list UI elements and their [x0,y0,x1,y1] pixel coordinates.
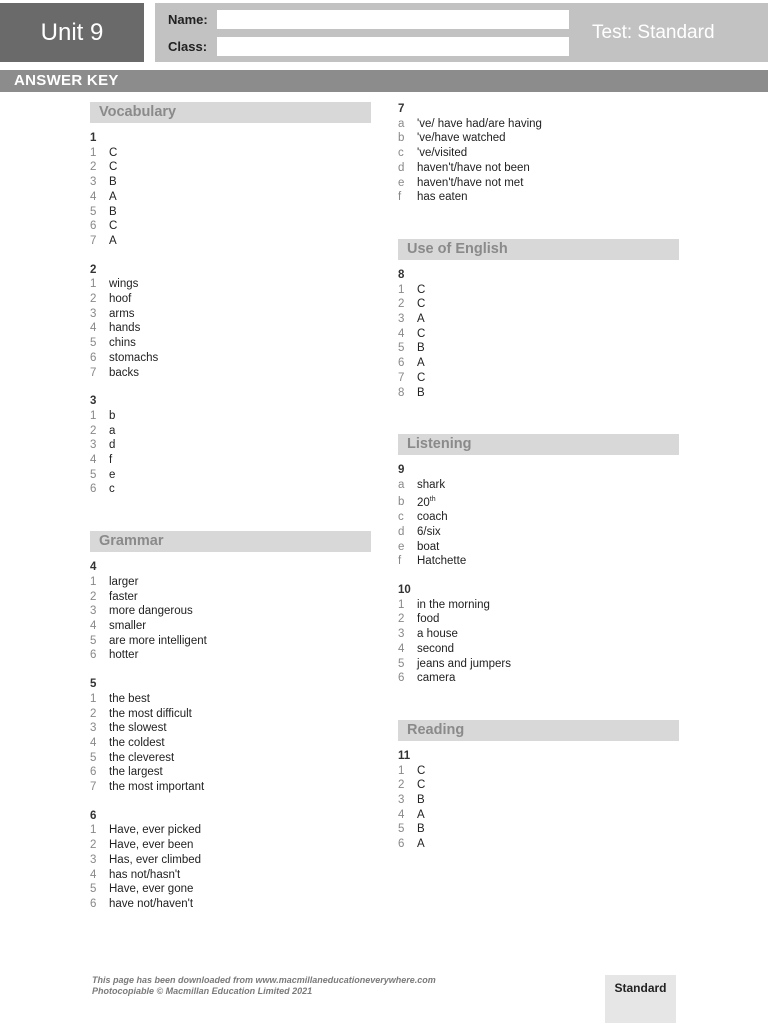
answer-item-number: 1 [90,575,97,588]
answer-item-number: 5 [90,337,97,350]
answer-item [398,612,679,627]
answer-item-number: 1 [90,278,97,291]
answer-item [90,234,371,249]
answer-item-number: 4 [90,736,97,749]
answer-item [398,371,679,386]
answer-item-value: Have, ever gone [109,883,194,896]
answer-item [398,117,679,132]
answer-item-number: c [398,511,404,524]
answer-item-number: 6 [90,483,97,496]
answer-item-value: C [109,161,118,174]
answer-item-value: Have, ever picked [109,824,202,837]
answer-item-value: f [109,454,113,467]
answer-item-value: 20 [417,496,430,509]
answer-item [398,540,679,555]
name-label: Name: [168,12,208,27]
answer-item-value: 've/visited [417,147,468,160]
answer-item-value: b [109,409,116,422]
answer-item-value: wings [109,278,139,291]
section-use-of-english: Use of English [398,239,679,260]
answer-item-value: c [109,483,115,496]
answer-item-value: A [417,313,425,326]
answer-item [90,765,371,780]
answer-item-value: haven't/have not been [417,161,530,174]
answer-item-number: e [398,176,405,189]
answer-item-number: 4 [90,190,97,203]
answer-item-number: a [398,478,405,491]
answer-item-number: 6 [90,897,97,910]
answer-item-value: has eaten [417,191,468,204]
left-column [90,102,371,926]
answer-item-number: 5 [90,205,97,218]
section-reading: Reading [398,720,679,741]
answer-item-number: 3 [90,605,97,618]
answer-item-number: 5 [90,468,97,481]
answer-item-number: 3 [398,628,405,641]
answer-item [90,424,371,439]
answer-item [398,131,679,146]
answer-item-value: C [417,371,426,384]
answer-item [398,176,679,191]
answer-item [90,160,371,175]
answer-item [90,277,371,292]
answer-item-number: 5 [398,657,405,670]
answer-item [398,312,679,327]
answer-item-value: B [109,205,117,218]
answer-item-number: 3 [90,439,97,452]
answer-item [90,292,371,307]
answer-item-value: the largest [109,766,163,779]
answer-item [90,721,371,736]
answer-item-number: 4 [398,327,405,340]
test-title: Test: Standard [592,22,715,43]
answer-item-number: 4 [398,642,405,655]
answer-item [398,190,679,205]
answer-item-value: 've/ have had/are having [417,117,542,130]
answer-item [90,351,371,366]
answer-item-value: C [417,283,426,296]
answer-item-number: 1 [398,283,405,296]
answer-item-number: 4 [398,808,405,821]
answer-item [90,190,371,205]
answer-item [398,793,679,808]
answer-item [398,642,679,657]
answer-item-value: have not/haven't [109,897,194,910]
answer-item-value: e [109,468,116,481]
answer-item [398,764,679,779]
answer-item-value: A [109,234,117,247]
answer-item-number: f [398,191,402,204]
answer-item [398,598,679,613]
answer-item-number: 3 [90,722,97,735]
answer-item [90,619,371,634]
answer-item-number: 2 [90,590,97,603]
answer-item [90,707,371,722]
answer-item-value: second [417,642,455,655]
answer-item-number: 5 [398,342,405,355]
answer-item-number: e [398,540,405,553]
answer-item [90,604,371,619]
answer-item [398,671,679,686]
exercise-4 [90,560,371,663]
answer-item [398,356,679,371]
answer-item-number: 2 [90,707,97,720]
answer-item-value: 've/have watched [417,132,506,145]
answer-item-value: jeans and jumpers [417,657,511,670]
answer-item [398,510,679,525]
answer-item [90,751,371,766]
answer-item-number: b [398,132,405,145]
ordinal-suffix: th [429,495,436,503]
answer-item-value: larger [109,575,139,588]
answer-item [398,478,679,493]
answer-item-number: 4 [90,454,97,467]
section-grammar: Grammar [90,531,371,552]
answer-item [90,853,371,868]
answer-item-number: 6 [90,220,97,233]
answer-item-number: 3 [90,307,97,320]
answer-item [398,657,679,672]
answer-item-value: has not/hasn't [109,868,181,881]
answer-item [90,409,371,424]
footer-download-note: This page has been downloaded from www.macmillaneducationeverywhere.com [92,975,436,985]
answer-item-value: shark [417,478,446,491]
exercise-number: 2 [90,263,97,276]
answer-item [398,161,679,176]
answer-item [398,778,679,793]
answer-item-value: arms [109,307,135,320]
exercise-number: 4 [90,561,97,574]
exercise-number: 10 [398,584,411,596]
answer-item-number: 7 [398,371,405,384]
answer-item-number: f [398,555,402,568]
answer-item-value: a [109,424,116,437]
answer-item-value: C [417,298,426,311]
answer-item-number: 3 [398,794,405,807]
answer-item [90,575,371,590]
exercise-number: 5 [90,678,97,691]
answer-item-value: stomachs [109,351,159,364]
answer-item-value: camera [417,672,456,685]
answer-item-value: B [417,823,425,836]
exercise-11 [398,749,679,852]
answer-item-number: 8 [398,386,405,399]
answer-key-bar: ANSWER KEY [0,70,768,92]
answer-item-value: in the morning [417,598,490,611]
answer-item-value: A [417,838,425,851]
answer-item-value: the most important [109,781,205,794]
answer-item-number: 6 [398,672,405,685]
answer-item-number: 6 [90,351,97,364]
answer-item-number: b [398,496,405,509]
answer-item-number: 3 [398,313,405,326]
answer-item-value: a house [417,628,458,641]
answer-item-value: C [109,146,118,159]
answer-item [90,219,371,234]
answer-item-value: Has, ever climbed [109,853,202,866]
answer-item-number: 7 [90,366,97,379]
exercise-number: 7 [398,103,405,115]
exercise-8 [398,268,679,400]
exercise-5 [90,677,371,795]
answer-item [90,882,371,897]
answer-item-value: B [417,386,425,399]
answer-item-number: 6 [398,357,405,370]
answer-item-number: 1 [398,598,405,611]
exercise-number: 11 [398,749,411,762]
answer-item [398,808,679,823]
name-field[interactable] [217,10,569,29]
class-field[interactable] [217,37,569,56]
answer-item-value: d [109,439,116,452]
answer-item [90,366,371,381]
answer-item-value: C [417,327,426,340]
answer-item [90,897,371,912]
answer-item-value: smaller [109,619,147,632]
answer-item [90,453,371,468]
answer-item-value: haven't/have not met [417,176,524,189]
answer-item-value: A [417,357,425,370]
answer-item-value: the most difficult [109,707,192,720]
answer-item-number: d [398,161,405,174]
answer-item [90,205,371,220]
class-label: Class: [168,39,208,54]
answer-item-number: 5 [398,823,405,836]
exercise-3 [90,394,371,497]
answer-item-number: 7 [90,781,97,794]
exercise-10 [398,583,679,686]
answer-item-number: 6 [90,766,97,779]
answer-item-number: c [398,147,404,160]
answer-item-value: the best [109,692,150,705]
answer-item-number: 7 [90,234,97,247]
answer-item-number: 2 [398,779,405,792]
answer-item-number: 2 [90,424,97,437]
answer-item-value: are more intelligent [109,634,207,647]
answer-item [90,648,371,663]
answer-item [398,297,679,312]
answer-item [90,590,371,605]
level-badge: Standard [605,975,676,1023]
answer-item-number: 6 [90,649,97,662]
answer-item-value: C [109,220,118,233]
answer-item-number: 6 [398,838,405,851]
answer-item [90,438,371,453]
answer-item-number: 2 [90,161,97,174]
answer-item-value: hoof [109,293,132,306]
answer-item-value: the cleverest [109,751,175,764]
answer-item-number: 2 [90,839,97,852]
answer-item-value: hands [109,322,141,335]
answer-item [90,736,371,751]
answer-item-number: 4 [90,322,97,335]
answer-item-value: B [417,342,425,355]
answer-item [398,493,679,511]
answer-item-number: 2 [398,298,405,311]
exercise-2 [90,263,371,381]
answer-item-value: chins [109,337,136,350]
exercise-1 [90,131,371,249]
footer-credit [92,975,436,997]
exercise-6 [90,809,371,912]
answer-item-number: 4 [90,619,97,632]
answer-item-value: 6/six [417,525,441,538]
answer-item-number: 1 [90,824,97,837]
answer-item [90,692,371,707]
answer-item-value: C [417,764,426,777]
answer-item-number: d [398,525,405,538]
answer-item-value: more dangerous [109,605,193,618]
answer-item-number: 5 [90,634,97,647]
answer-item [90,482,371,497]
exercise-7 [398,102,679,205]
unit-title: Unit 9 [0,3,144,62]
exercise-number: 8 [398,268,405,281]
answer-item [398,822,679,837]
answer-item-number: 5 [90,883,97,896]
answer-item-value: B [109,176,117,189]
answer-item-value: coach [417,511,448,524]
answer-item-value: the coldest [109,736,165,749]
answer-item-value: backs [109,366,140,379]
answer-item [90,868,371,883]
answer-item-value: C [417,779,426,792]
answer-item-value: boat [417,540,440,553]
answer-item-number: 3 [90,176,97,189]
answer-item [90,146,371,161]
answer-item [90,468,371,483]
footer-copyright: Photocopiable © Macmillan Education Limited 2021 [92,986,313,996]
answer-item-number: 1 [398,764,405,777]
answer-item [90,823,371,838]
answer-item [398,386,679,401]
answer-item-number: a [398,117,405,130]
section-listening: Listening [398,434,679,455]
answer-item [90,634,371,649]
answer-item-number: 4 [90,868,97,881]
answer-item [398,327,679,342]
header-band [155,3,768,62]
answer-item-number: 3 [90,853,97,866]
answer-item [398,627,679,642]
right-column [398,102,679,866]
answer-item [398,837,679,852]
answer-item-value: A [109,190,117,203]
answer-item-number: 1 [90,146,97,159]
exercise-9 [398,463,679,569]
answer-item-number: 1 [90,692,97,705]
exercise-number: 9 [398,464,405,477]
answer-item-value: the slowest [109,722,167,735]
answer-item [398,554,679,569]
answer-item-value: B [417,794,425,807]
answer-item [398,341,679,356]
answer-item [90,175,371,190]
answer-item [90,336,371,351]
answer-item-value: A [417,808,425,821]
exercise-number: 6 [90,809,97,822]
answer-item [398,146,679,161]
answer-item-value: faster [109,590,138,603]
answer-item-number: 5 [90,751,97,764]
answer-item-value: hotter [109,649,139,662]
answer-item-number: 2 [398,613,405,626]
answer-item-value: food [417,613,440,626]
answer-item [90,780,371,795]
answer-item-value: Hatchette [417,555,467,568]
exercise-number: 1 [90,132,97,144]
answer-item [398,525,679,540]
exercise-number: 3 [90,395,97,408]
section-vocabulary: Vocabulary [90,102,371,123]
answer-item-number: 1 [90,409,97,422]
answer-item [90,838,371,853]
answer-item [90,321,371,336]
answer-item [90,307,371,322]
answer-item [398,283,679,298]
answer-item-number: 2 [90,293,97,306]
answer-item-value: Have, ever been [109,839,194,852]
